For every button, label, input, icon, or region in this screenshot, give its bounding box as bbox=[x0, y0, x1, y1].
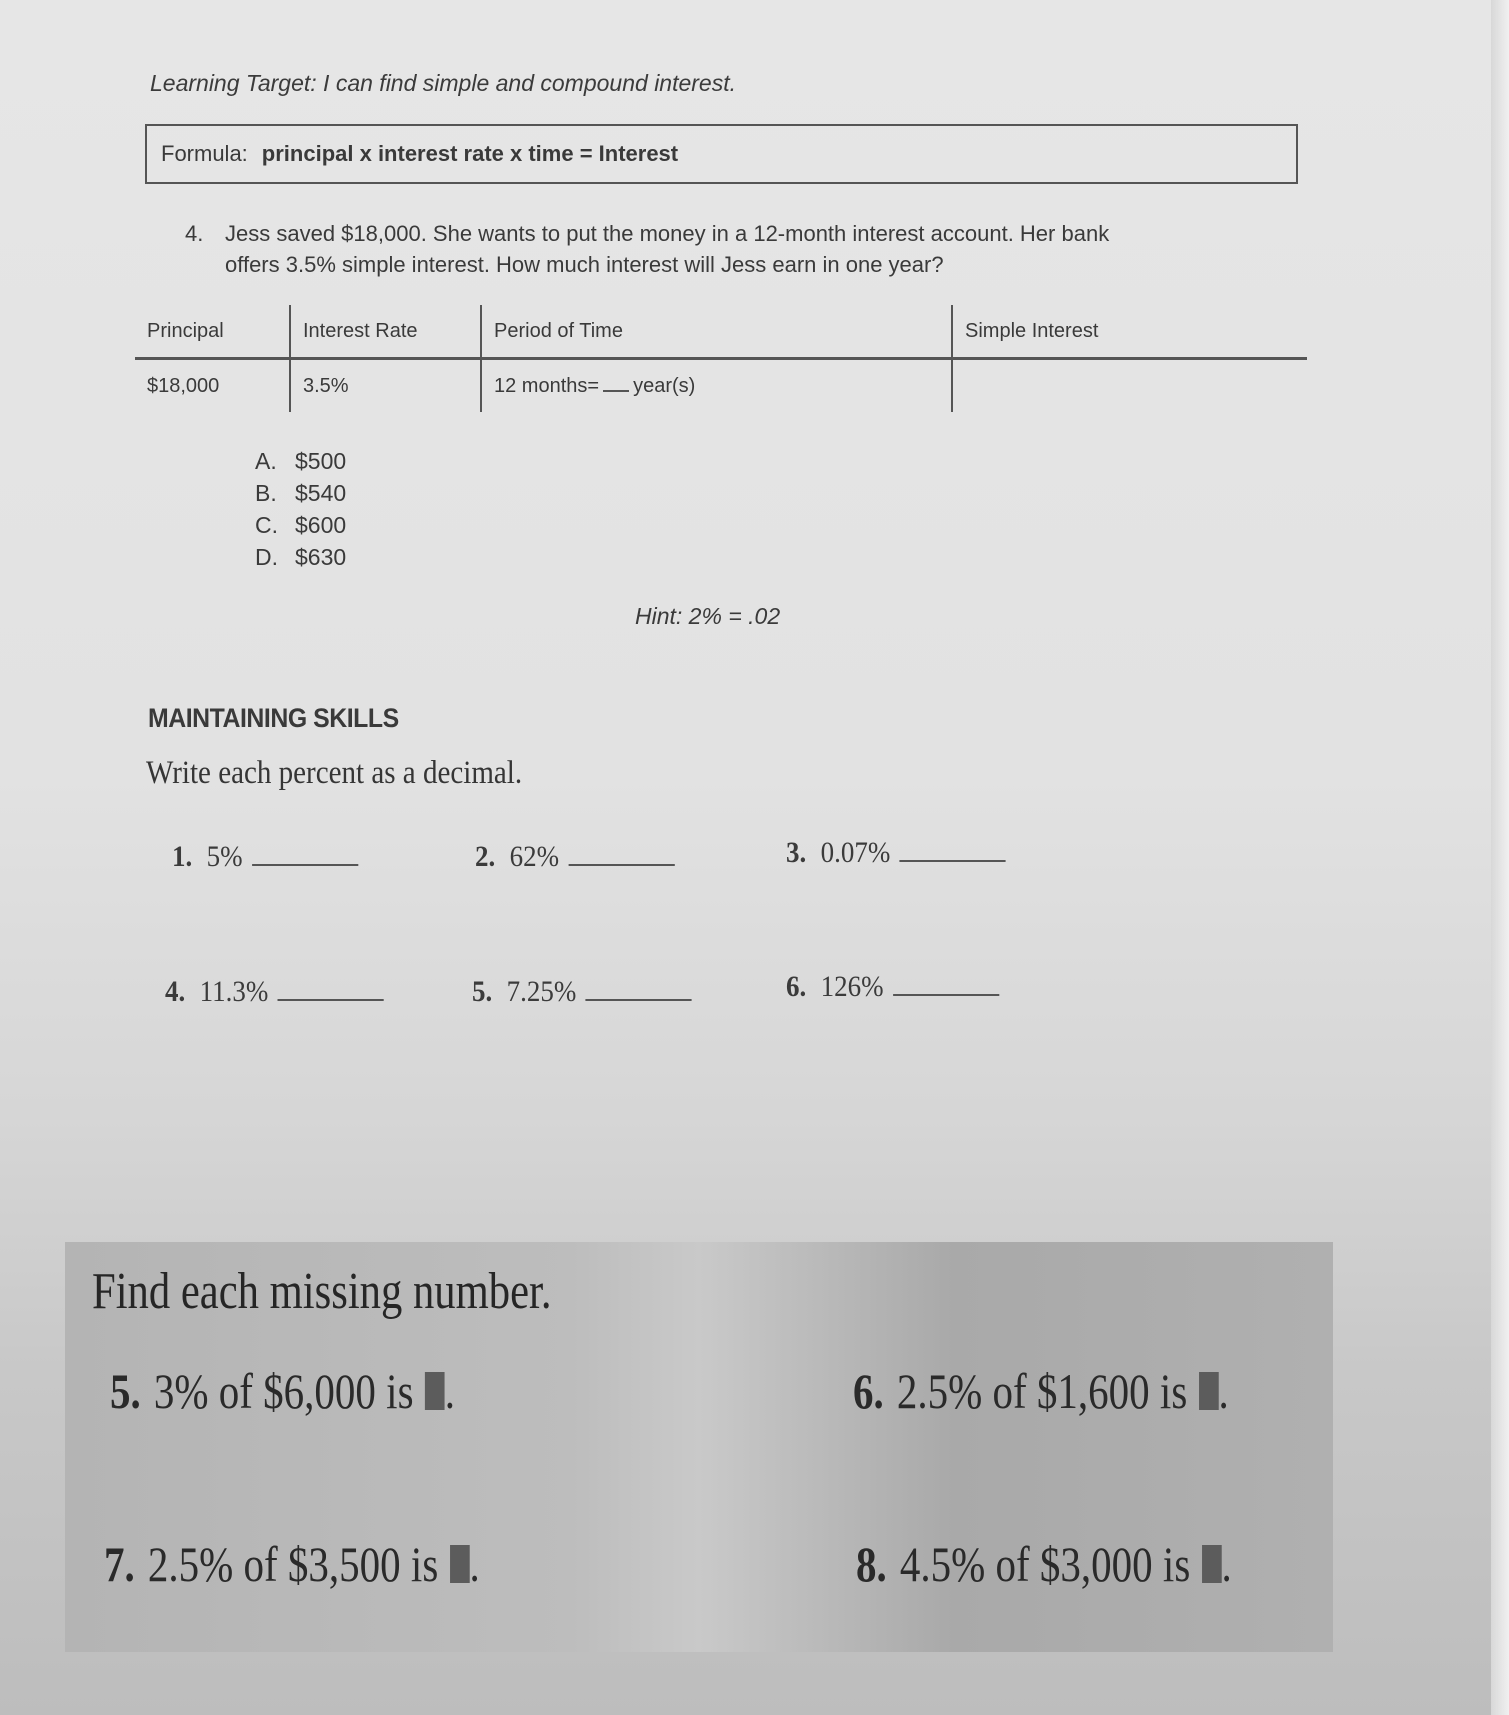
question-number: 4. bbox=[185, 221, 204, 246]
missing-number-title: Find each missing number. bbox=[92, 1263, 552, 1320]
question-text-line2: offers 3.5% simple interest. How much interest will Jess earn in one year? bbox=[225, 252, 944, 277]
answer-box[interactable] bbox=[450, 1545, 470, 1583]
answer-box[interactable] bbox=[1202, 1545, 1222, 1583]
answer-box[interactable] bbox=[425, 1372, 445, 1410]
missing-item-8: 8. 4.5% of $3,000 is . bbox=[856, 1536, 1232, 1592]
formula-expression: principal x interest rate x time = Interest bbox=[261, 141, 679, 166]
choice-d[interactable]: D. $630 bbox=[255, 544, 347, 570]
maintaining-skills-title: MAINTAINING SKILLS bbox=[148, 703, 399, 733]
header-simple-interest: Simple Interest bbox=[952, 305, 1307, 359]
answer-blank[interactable] bbox=[277, 998, 383, 1001]
period-prefix: 12 months= bbox=[494, 374, 600, 397]
cell-period bbox=[481, 359, 952, 413]
percent-item-1: 1. 5% bbox=[172, 840, 358, 874]
header-period-of-time: Period of Time bbox=[481, 305, 952, 359]
question-4 bbox=[185, 218, 1285, 280]
choice-b[interactable]: B. $540 bbox=[255, 480, 347, 506]
percent-item-2: 2. 62% bbox=[475, 840, 674, 874]
formula-label: Formula: bbox=[161, 141, 248, 166]
choice-a[interactable]: A. $500 bbox=[255, 448, 347, 474]
table-row bbox=[135, 359, 1307, 413]
interest-table bbox=[135, 305, 1307, 412]
answer-box[interactable] bbox=[1199, 1372, 1219, 1410]
period-suffix: year(s) bbox=[633, 374, 696, 397]
answer-blank[interactable] bbox=[893, 993, 999, 996]
percent-item-4: 4. 11.3% bbox=[165, 975, 384, 1009]
answer-choices bbox=[255, 445, 346, 573]
formula-box bbox=[145, 124, 1298, 184]
percent-item-6: 6. 126% bbox=[786, 970, 999, 1004]
years-blank[interactable] bbox=[603, 390, 629, 392]
answer-blank[interactable] bbox=[585, 998, 691, 1001]
question-text-line1: Jess saved $18,000. She wants to put the money in a 12-month interest account. Her bank bbox=[225, 221, 1110, 246]
missing-item-5: 5. 3% of $6,000 is . bbox=[110, 1363, 455, 1419]
answer-blank[interactable] bbox=[899, 859, 1005, 862]
maintaining-skills-instruction: Write each percent as a decimal. bbox=[146, 755, 523, 791]
percent-item-3: 3. 0.07% bbox=[786, 836, 1006, 870]
cell-rate: 3.5% bbox=[290, 359, 481, 413]
missing-item-6: 6. 2.5% of $1,600 is . bbox=[853, 1363, 1229, 1419]
header-interest-rate: Interest Rate bbox=[290, 305, 481, 359]
hint: Hint: 2% = .02 bbox=[635, 603, 781, 629]
cell-simple-interest-answer[interactable] bbox=[952, 359, 1307, 413]
cell-principal: $18,000 bbox=[147, 374, 220, 397]
learning-target: Learning Target: I can find simple and compound interest. bbox=[150, 70, 737, 96]
percent-item-5: 5. 7.25% bbox=[472, 975, 692, 1009]
answer-blank[interactable] bbox=[252, 863, 358, 866]
missing-item-7: 7. 2.5% of $3,500 is . bbox=[104, 1536, 480, 1592]
answer-blank[interactable] bbox=[568, 863, 674, 866]
header-principal: Principal bbox=[147, 319, 224, 342]
choice-c[interactable]: C. $600 bbox=[255, 512, 347, 538]
